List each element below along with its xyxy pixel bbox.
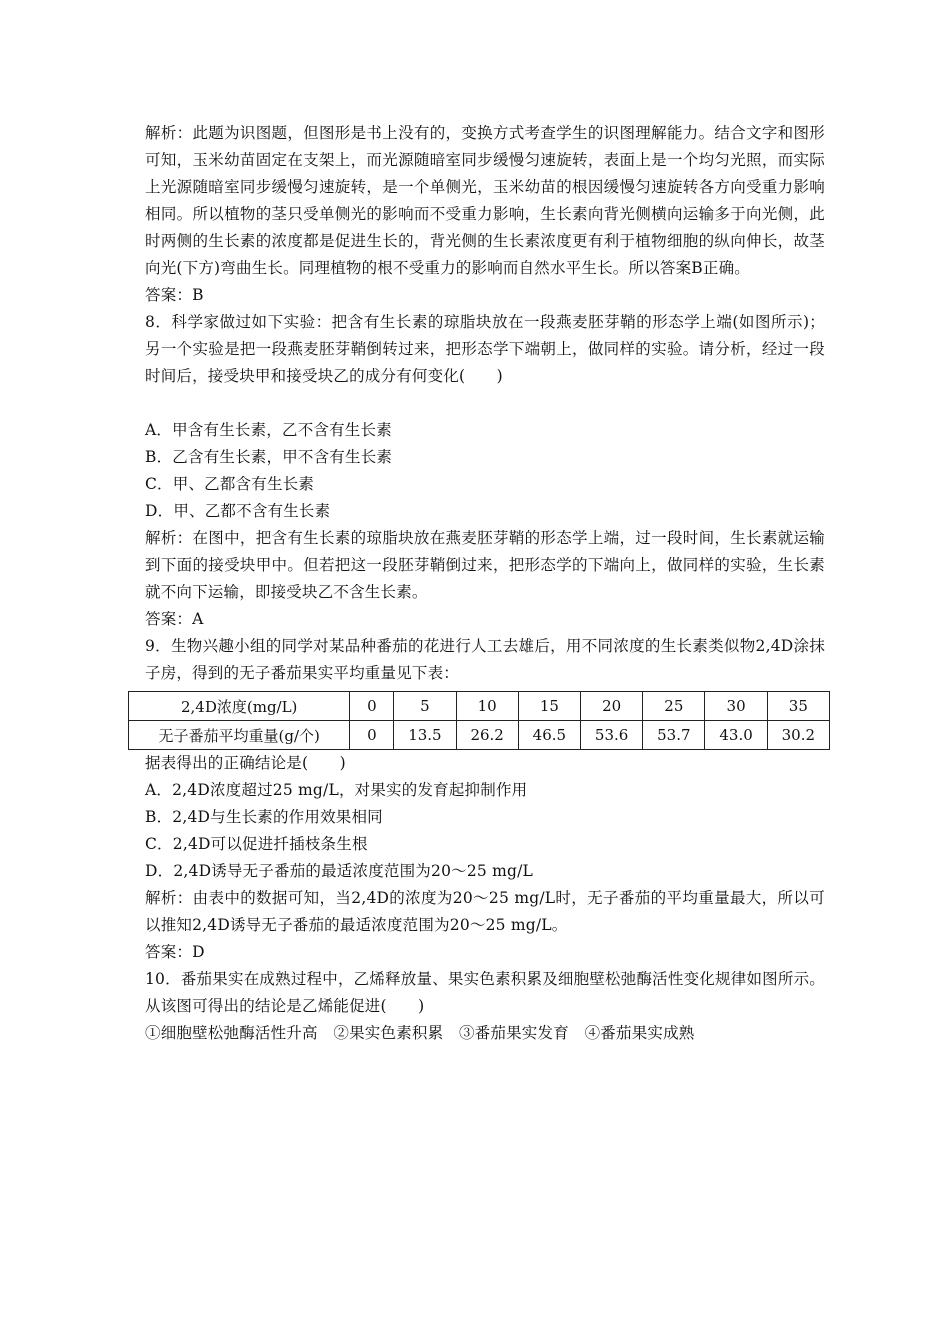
q8-option-d: D．甲、乙都不含有生长素 [145, 502, 331, 520]
table-cell: 26.2 [456, 721, 518, 750]
table-cell: 30.2 [767, 721, 829, 750]
table-cell: 0 [350, 721, 394, 750]
table-cell: 25 [643, 692, 705, 721]
table-row-label: 无子番茄平均重量(g/个) [129, 721, 350, 750]
table-cell: 5 [394, 692, 456, 721]
table-row [129, 692, 830, 721]
table-cell: 46.5 [518, 721, 580, 750]
table-cell: 15 [518, 692, 580, 721]
concentration-weight-table [128, 691, 830, 750]
table-cell: 53.6 [581, 721, 643, 750]
q9-prompt: 据表得出的正确结论是( ) [145, 754, 346, 772]
q9-option-a: A．2,4D浓度超过25 mg/L，对果实的发育起抑制作用 [145, 781, 528, 799]
q9-option-c: C．2,4D可以促进扦插枝条生根 [145, 835, 368, 853]
q9-option-d: D．2,4D诱导无子番茄的最适浓度范围为20～25 mg/L [145, 862, 534, 880]
document-page [145, 120, 825, 1047]
q7-analysis: 解析：此题为识图题，但图形是书上没有的，变换方式考查学生的识图理解能力。结合文字和图形可知，玉米幼苗固定在支架上，而光源随暗室同步缓慢匀速旋转，表面上是一个均匀光照，而实际上光源随暗室同步缓慢匀速旋转，是一个单侧光，玉米幼苗的根因缓慢匀速旋转各方向受重力影响相同。所以植物的茎只受单侧光的影响而不受重力影响，生长素向背光侧横向运输多于向光侧，此时两侧的生长素的浓度都是促进生长的，背光侧的生长素浓度更有利于植物细胞的纵向伸长，故茎向光(下方)弯曲生长。同理植物的根不受重力的影响而自然水平生长。所以答案B正确。 [145, 124, 825, 277]
table-cell: 20 [581, 692, 643, 721]
table-cell: 35 [767, 692, 829, 721]
q8-option-a: A．甲含有生长素，乙不含有生长素 [145, 421, 392, 439]
q8-option-c: C．甲、乙都含有生长素 [145, 475, 315, 493]
q9-analysis: 解析：由表中的数据可知，当2,4D的浓度为20～25 mg/L时，无子番茄的平均重量最大，所以可以推知2,4D诱导无子番茄的最适浓度范围为20～25 mg/L。 [145, 889, 825, 934]
table-cell: 13.5 [394, 721, 456, 750]
q7-answer: 答案：B [145, 286, 204, 304]
table-row [129, 721, 830, 750]
q9-stem: 9．生物兴趣小组的同学对某品种番茄的花进行人工去雄后，用不同浓度的生长素类似物2,4D涂抹子房，得到的无子番茄果实平均重量见下表： [145, 637, 825, 682]
q10-choices: ①细胞壁松弛酶活性升高 ②果实色素积累 ③番茄果实发育 ④番茄果实成熟 [145, 1024, 695, 1042]
table-cell: 53.7 [643, 721, 705, 750]
table-cell: 30 [705, 692, 767, 721]
q9-answer: 答案：D [145, 943, 205, 961]
q8-stem: 8．科学家做过如下实验：把含有生长素的琼脂块放在一段燕麦胚芽鞘的形态学上端(如图所示)；另一个实验是把一段燕麦胚芽鞘倒转过来，把形态学下端朝上，做同样的实验。请分析，经过一段时间后，接受块甲和接受块乙的成分有何变化( ) [145, 313, 825, 385]
q10-stem: 10．番茄果实在成熟过程中，乙烯释放量、果实色素积累及细胞壁松弛酶活性变化规律如图所示。从该图可得出的结论是乙烯能促进( ) [145, 970, 825, 1015]
table-cell: 0 [350, 692, 394, 721]
q8-analysis: 解析：在图中，把含有生长素的琼脂块放在燕麦胚芽鞘的形态学上端，过一段时间，生长素就运输到下面的接受块甲中。但若把这一段胚芽鞘倒过来，把形态学的下端向上，做同样的实验，生长素就不向下运输，即接受块乙不含生长素。 [145, 529, 825, 601]
q8-answer: 答案：A [145, 610, 204, 628]
table-cell: 43.0 [705, 721, 767, 750]
q8-option-b: B．乙含有生长素，甲不含有生长素 [145, 448, 393, 466]
table-row-label: 2,4D浓度(mg/L) [129, 692, 350, 721]
q9-option-b: B．2,4D与生长素的作用效果相同 [145, 808, 383, 826]
table-cell: 10 [456, 692, 518, 721]
figure-placeholder [145, 390, 825, 417]
